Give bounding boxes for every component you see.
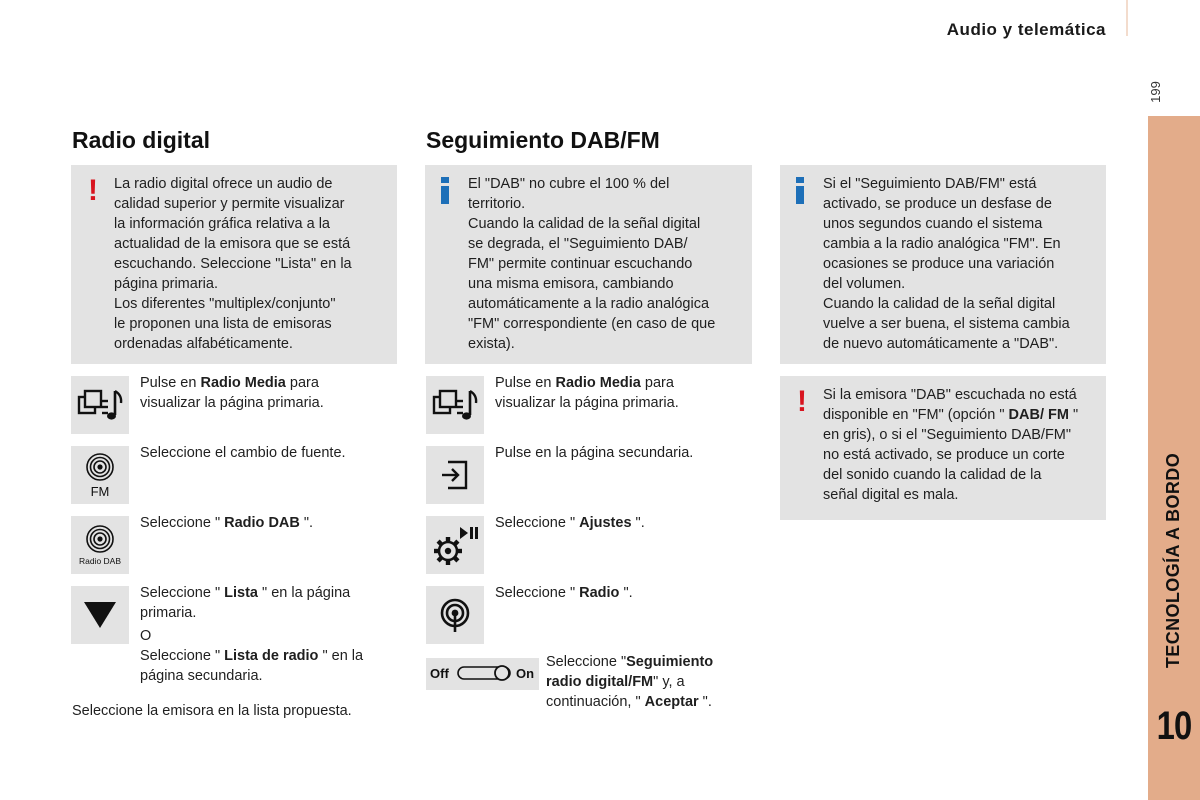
- info-icon: [793, 177, 807, 205]
- info-note-seguimiento: [425, 165, 752, 364]
- media-icon-box: [426, 376, 484, 434]
- warning-note-radio-digital: [71, 165, 397, 364]
- chapter-number: 10: [1156, 704, 1192, 748]
- step-left-1: Pulse en Radio Media para visualizar la página primaria.: [140, 375, 324, 411]
- toggle-icon: [426, 658, 539, 690]
- down-triangle-icon: [82, 600, 118, 630]
- secondary-page-icon-box: [426, 446, 484, 504]
- radio-dab-caption: Radio DAB: [78, 556, 122, 566]
- section-title-seguimiento: Seguimiento DAB/FM: [426, 127, 660, 153]
- note-text: Si la emisora "DAB" escuchada no está disponible en "FM" (opción " DAB/ FM " en gris), o si el "Seguimiento DAB/FM" no está activado, se produce un corte del sonido cuando la calidad de la señal digital es mala.: [823, 387, 1079, 503]
- header-title: Audio y telemática: [946, 20, 1106, 39]
- step-left-4: Seleccione " Lista " en la página primaria. O Seleccione " Lista de radio " en la página secundaria.: [140, 585, 364, 684]
- info-note-desfase: [780, 165, 1106, 364]
- note-text: El "DAB" no cubre el 100 % del territorio. Cuando la calidad de la señal digital se degrada, el "Seguimiento DAB/ FM" permite continuar escuchando una misma emisora, cambiando automáticamente a la radio analógica "FM" correspondiente (en caso de que exista).: [468, 176, 716, 352]
- toggle-icon-box: [426, 658, 539, 690]
- radio-icon: [436, 596, 474, 634]
- warning-icon: !: [797, 385, 807, 418]
- page-number: 199: [1148, 81, 1163, 103]
- step-middle-4: Seleccione " Radio ".: [495, 585, 633, 601]
- down-triangle-icon-box: [71, 586, 129, 644]
- fm-source-icon: [85, 452, 115, 482]
- chapter-tab-label: [1148, 415, 1200, 705]
- secondary-page-icon: [438, 458, 472, 492]
- note-text: Si el "Seguimiento DAB/FM" está activado, se produce un desfase de unos segundos cuando el sistema cambia a la radio analógica "FM". En ocasiones se produce una variación del volumen. Cuando la calidad de la señal digital vuelve a ser buena, el sistema cambia de nuevo automáticamente a "DAB".: [823, 176, 1070, 352]
- info-icon: [438, 177, 452, 205]
- settings-icon-box: [426, 516, 484, 574]
- radio-dab-icon: [85, 524, 115, 554]
- header-divider: [1126, 0, 1128, 36]
- step-left-2: Seleccione el cambio de fuente.: [140, 445, 346, 461]
- toggle-on-label: On: [516, 666, 535, 681]
- media-icon: [75, 385, 125, 425]
- radio-dab-icon-box: [71, 516, 129, 574]
- toggle-off-label: Off: [430, 666, 449, 681]
- step-left-final: Seleccione la emisora en la lista propuesta.: [72, 703, 352, 719]
- step-middle-3: Seleccione " Ajustes ".: [495, 515, 645, 531]
- settings-icon: [430, 523, 480, 567]
- step-middle-2: Pulse en la página secundaria.: [495, 445, 694, 461]
- radio-icon-box: [426, 586, 484, 644]
- section-title-radio-digital: Radio digital: [72, 127, 210, 153]
- note-text: La radio digital ofrece un audio de calidad superior y permite visualizar la información gráfica relativa a la actualidad de la emisora que se está escuchando. Seleccione "Lista" en la página primaria. Los diferentes "multiplex/conjunto" le proponen una lista de emisoras ordenadas alfabéticamente.: [114, 176, 352, 352]
- warning-icon: !: [88, 174, 98, 207]
- step-left-3: Seleccione " Radio DAB ".: [140, 515, 314, 531]
- media-icon: [430, 385, 480, 425]
- fm-source-icon-box: [71, 446, 129, 504]
- warning-note-corte: [780, 376, 1106, 520]
- media-icon-box: [71, 376, 129, 434]
- step-middle-5: Seleccione "Seguimiento radio digital/FM" y, a continuación, " Aceptar ".: [546, 654, 714, 710]
- fm-caption: FM: [90, 483, 110, 499]
- chapter-label: TECNOLOGÍA A BORDO: [1163, 452, 1184, 668]
- step-middle-1: Pulse en Radio Media para visualizar la página primaria.: [495, 375, 679, 411]
